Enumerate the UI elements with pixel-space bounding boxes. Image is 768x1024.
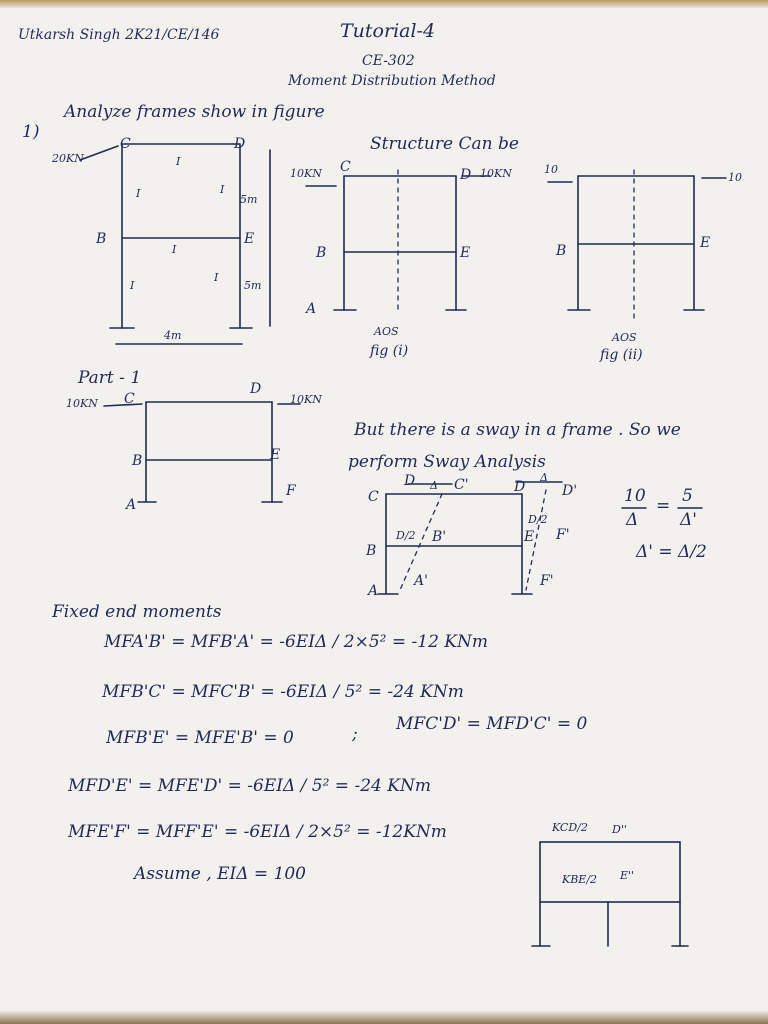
fig-i-joint-e: E: [460, 245, 471, 261]
sway-label-c-prime: C': [454, 477, 469, 493]
main-joint-d: D: [234, 136, 246, 152]
small-fig-kbe: KBE/2: [562, 873, 598, 886]
fem-assume: Assume , EIΔ = 100: [134, 864, 306, 884]
main-inertia-beam-top: I: [176, 155, 181, 168]
part1-joint-a: A: [126, 497, 137, 513]
sway-label-d2-left: D/2: [396, 529, 416, 542]
main-joint-e: E: [244, 231, 255, 247]
small-frame-diagram: [530, 830, 690, 960]
sway-note-line1: But there is a sway in a frame . So we: [354, 420, 681, 440]
ratio-num-left: 10: [624, 486, 646, 506]
page-top-edge: [0, 0, 768, 8]
part1-joint-b: B: [132, 453, 143, 469]
sway-label-d-right: D: [514, 479, 526, 495]
sway-label-d2-right: D/2: [528, 513, 548, 526]
ratio-equals: =: [656, 496, 671, 516]
part1-frame-diagram: [60, 390, 320, 520]
main-dim-width: 4m: [164, 329, 182, 342]
sway-label-delta-left: Δ: [430, 479, 438, 492]
fig-ii-joint-b: B: [556, 243, 567, 259]
question-text: Analyze frames show in figure: [64, 102, 325, 122]
main-inertia-col-right-top: I: [220, 183, 225, 196]
fig-i-joint-a: A: [306, 301, 317, 317]
fem-equation-3b: MFC'D' = MFD'C' = 0: [396, 714, 588, 734]
fig-ii-aos: AOS: [612, 331, 637, 344]
small-fig-kcd: KCD/2: [552, 821, 588, 834]
fig-ii-caption: fig (ii): [600, 347, 643, 363]
ratio-result: Δ' = Δ/2: [636, 542, 707, 562]
sway-note-line2: perform Sway Analysis: [348, 452, 546, 472]
fem-equation-2: MFB'C' = MFC'B' = -6EIΔ / 5² = -24 KNm: [102, 682, 464, 702]
fem-equation-4: MFD'E' = MFE'D' = -6EIΔ / 5² = -24 KNm: [68, 776, 431, 796]
fem-equation-1: MFA'B' = MFB'A' = -6EIΔ / 2×5² = -12 KNm: [104, 632, 488, 652]
part1-label: Part - 1: [78, 368, 142, 388]
fem-heading: Fixed end moments: [52, 602, 222, 622]
main-joint-c: C: [120, 136, 131, 152]
fig-i-joint-b: B: [316, 245, 327, 261]
sway-label-a-prime: A': [414, 573, 428, 589]
main-inertia-col-left-bottom: I: [130, 279, 135, 292]
fig-i-joint-d: D: [460, 167, 472, 183]
part1-joint-e: E: [270, 447, 281, 463]
part1-joint-c: C: [124, 391, 135, 407]
fem-equation-3a: MFB'E' = MFE'B' = 0: [106, 728, 294, 748]
ratio-den-left: Δ: [626, 510, 639, 530]
sway-label-b: B: [366, 543, 377, 559]
fig-i-aos: AOS: [374, 325, 399, 338]
main-dim-upper: 5m: [240, 193, 258, 206]
part1-joint-f: F: [286, 483, 296, 499]
fig-ii-diagram: [540, 160, 740, 363]
sway-label-c: C: [368, 489, 379, 505]
fig-ii-load-right: 10: [728, 171, 742, 184]
subject-title: Moment Distribution Method: [288, 73, 496, 89]
main-inertia-beam-mid: I: [172, 243, 177, 256]
sway-label-e: E: [524, 529, 535, 545]
sway-label-b-prime: B': [432, 529, 447, 545]
part1-joint-d: D: [250, 381, 262, 397]
course-code: CE-302: [362, 53, 415, 69]
sway-label-delta-right: Δ: [540, 471, 548, 484]
page-bottom-edge: [0, 1010, 768, 1024]
sway-label-d-left: D: [404, 473, 416, 489]
sway-label-d-prime: D': [562, 483, 578, 499]
part1-load-right: 10KN: [290, 393, 322, 406]
fem-equation-3-separator: ;: [352, 724, 358, 744]
fem-equation-5: MFE'F' = MFF'E' = -6EIΔ / 2×5² = -12KNm: [68, 822, 447, 842]
main-joint-b: B: [96, 231, 107, 247]
fig-ii-load-left: 10: [544, 163, 558, 176]
ratio-num-right: 5: [682, 486, 693, 506]
fig-i-caption: fig (i): [370, 343, 409, 359]
small-fig-d2: D'': [612, 823, 627, 836]
main-load-label: 20KN: [52, 152, 84, 165]
main-inertia-col-left-top: I: [136, 187, 141, 200]
structure-note: Structure Can be: [370, 134, 519, 154]
author-line: Utkarsh Singh 2K21/CE/146: [18, 27, 220, 43]
question-number: 1): [22, 122, 40, 142]
main-inertia-col-right-bottom: I: [214, 271, 219, 284]
sway-label-f-prime-lower: F': [540, 573, 554, 589]
fig-i-load-right: 10KN: [480, 167, 512, 180]
small-fig-e2: E'': [620, 869, 635, 882]
sway-label-a: A: [368, 583, 379, 599]
fig-i-diagram: [300, 160, 500, 360]
ratio-den-right: Δ': [680, 510, 697, 530]
page-title: Tutorial-4: [340, 20, 436, 42]
fig-i-joint-c: C: [340, 159, 351, 175]
sway-label-f-prime-upper: F': [556, 527, 570, 543]
fig-i-load-left: 10KN: [290, 167, 322, 180]
part1-load-left: 10KN: [66, 397, 98, 410]
main-dim-lower: 5m: [244, 279, 262, 292]
fig-ii-joint-e: E: [700, 235, 711, 251]
